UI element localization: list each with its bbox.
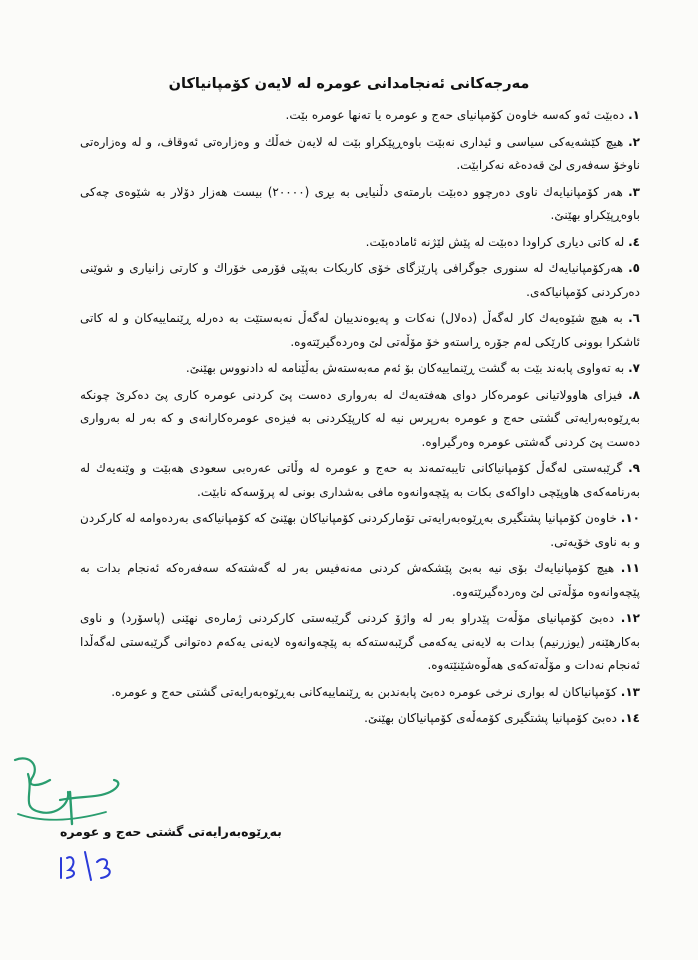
item-text: هیچ کێشەیەکی سیاسی و ئیداری نەبێت باوەڕپێکراو بێت لە لایەن خەڵك و وەزارەتی ئەوقاف، و لە وەزارەتی ناوخۆ سەفەری لێ قەدەغە نەکرابێت. xyxy=(80,134,640,172)
list-item xyxy=(80,104,640,128)
item-text: هیچ کۆمپانیایەك بۆی نیە بەبێ پێشکەش کردنی مەنەفیس بەر لە گەشتەکە سەفەرەکە ئەنجام بدات بە پێچەوانەوە مۆڵەتی لێ وەردەگیرێتەوە. xyxy=(80,561,640,599)
item-text: بە تەواوی پابەند بێت بە گشت ڕێنماییەکان بۆ ئەم مەبەستەش بەڵێنامە لە دادنووس بهێنێ. xyxy=(185,361,625,375)
item-number: ٨. xyxy=(628,387,640,402)
item-number: ٣. xyxy=(628,184,640,199)
handwritten-signature xyxy=(10,752,130,832)
item-text: گرێبەستی لەگەڵ کۆمپانیاکانی تایبەتمەند بە حەج و عومرە لە وڵاتی عەرەبی سعودی هەبێت و وێنەیەك لە بەرنامەکەی هاوپێچی داواکەی بکات بە پێچەوانەوە مافی بەشداری بونی لە پرۆسەکە نابێت. xyxy=(80,461,640,499)
item-number: ٦. xyxy=(628,311,640,325)
item-text: دەبێ کۆمپانیا پشتگیری کۆمەڵەی کۆمپانیاکان بهێنێ. xyxy=(364,711,617,725)
list-item xyxy=(80,231,640,255)
item-number: ٤. xyxy=(628,234,640,249)
item-number: ١٣. xyxy=(620,684,640,699)
item-number: ٩. xyxy=(628,461,640,475)
list-item xyxy=(80,507,640,554)
list-item xyxy=(80,681,640,705)
item-number: ١. xyxy=(628,108,640,122)
list-item xyxy=(80,131,640,178)
list-item xyxy=(80,357,640,381)
item-text: لە کاتی دیاری کراودا دەبێت لە پێش لێژنە ئامادەبێت. xyxy=(365,234,625,249)
list-item xyxy=(80,457,640,504)
list-item xyxy=(80,257,640,304)
list-item xyxy=(80,607,640,678)
item-number: ٢. xyxy=(628,134,640,149)
conditions-list xyxy=(80,104,640,734)
list-item xyxy=(80,307,640,354)
item-number: ١٤. xyxy=(620,711,640,725)
handwritten-date xyxy=(55,848,125,884)
item-text: دەبێ کۆمپانیای مۆڵەت پێدراو بەر لە واژۆ کردنی گرێبەستی کارکردنی ژمارەی نهێنی (پاسۆرد) و ناوی بەکارهێنەر (یوزرنیم) بدات بە لایەنی یەکەمی گرێبەستەکە بە پێچەوانەوە لایەنی یەکەم دەتوانی گرێبەستی لەگەڵدا ئەنجام نەدات و مۆڵەتەکەی هەڵوەشێنێتەوە. xyxy=(80,611,640,672)
item-text: فیزای هاوولاتیانی عومرەکار دوای هەفتەیەك لە بەرواری دەست پێ کردنی عومرە کاری پێ دەکرێ چونکە بەڕێوەبەرایەتی گشتی حەج و عومرە بەرپرس نیە لە کارپێکردنی بە فیزەی عومرەکارانەی و کە بەر لە بەرواری دەست پێ کردنی گەشتی عومرە وەرگیراوە. xyxy=(80,387,640,449)
signature-title: بەڕێوەبەرایەتی گشتی حەج و عومرە xyxy=(60,824,282,839)
item-text: هەر کۆمپانیایەك ناوی دەرچوو دەبێت بارمتەی دڵنیایی بە بڕی (٢٠٠٠٠) بیست هەزار دۆلار بە شێوەی چەکی باوەڕپێکراو بهێنێ. xyxy=(80,184,640,222)
item-text: بە هیچ شێوەیەك کار لەگەڵ (دەلال) نەکات و پەیوەندییان لەگەڵ نەبەستێت بە دەرلە ڕێنماییەکان و لە کاتی ئاشکرا بوونی کارێکی لەم جۆرە ڕاستەو خۆ مۆڵەتی لێ وەردەگیرێتەوە. xyxy=(80,311,640,349)
document-title: مەرجەکانی ئەنجامدانی عومرە لە لایەن کۆمپانیاکان xyxy=(168,76,530,92)
item-text: دەبێت ئەو کەسە خاوەن کۆمپانیای حەج و عومرە یا تەنها عومرە بێت. xyxy=(285,108,625,122)
item-number: ٧. xyxy=(628,361,640,375)
item-text: هەرکۆمپانیایەك لە سنوری جوگرافی پارێزگای خۆی کاربکات بەپێی فۆرمی خۆراك و کارتی زانیاری و شوێنی دەرکردنی کۆمپانیاکەی. xyxy=(80,261,640,299)
item-number: ١٢. xyxy=(620,611,640,625)
list-item xyxy=(80,384,640,455)
list-item xyxy=(80,707,640,731)
list-item xyxy=(80,181,640,228)
item-number: ٥. xyxy=(628,261,640,275)
list-item xyxy=(80,557,640,604)
item-number: ١٠. xyxy=(620,511,640,525)
item-text: کۆمپانیاکان لە بواری نرخی عومرە دەبێ پابەندبن بە ڕێنماییەکانی بەڕێوەبەرایەتی گشتی حەج و عومرە. xyxy=(111,684,617,699)
item-text: خاوەن کۆمپانیا پشتگیری بەڕێوەبەرایەتی تۆمارکردنی کۆمپانیاکان بهێنێ کە کۆمپانیاکەی بەردەوامە لە کارکردن و بە ناوی خۆیەتی. xyxy=(80,511,640,549)
item-number: ١١. xyxy=(620,561,640,575)
